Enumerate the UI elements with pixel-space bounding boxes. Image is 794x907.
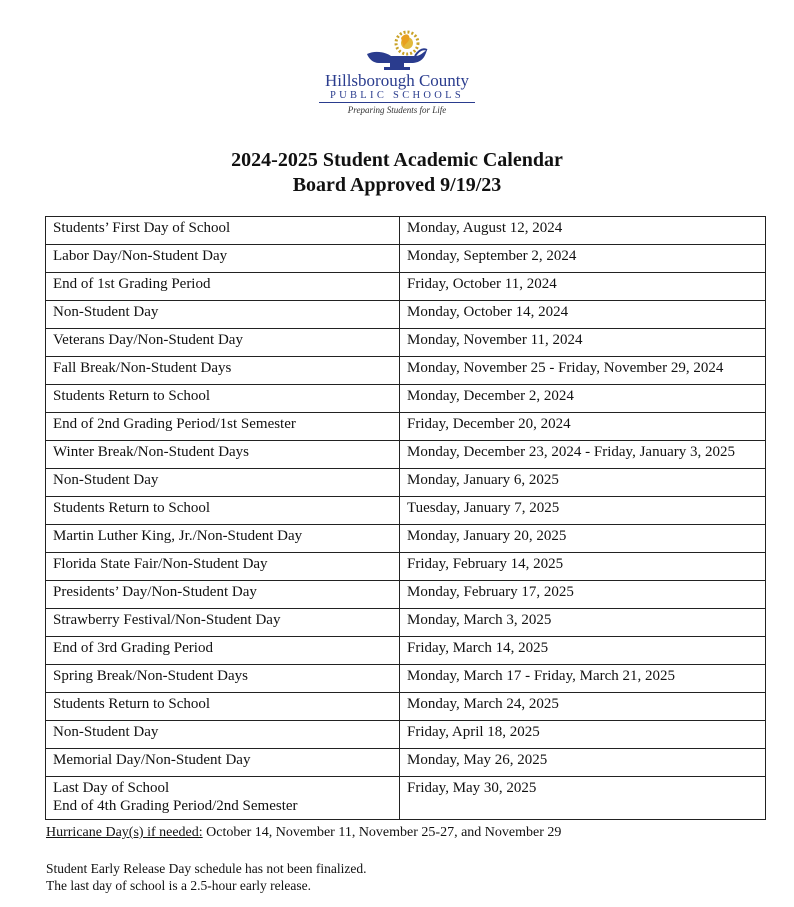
date-cell: Monday, October 14, 2024: [400, 301, 766, 329]
date-cell: Monday, May 26, 2025: [400, 749, 766, 777]
table-row: [46, 553, 766, 581]
table-row: [46, 637, 766, 665]
date-cell: Friday, May 30, 2025: [400, 777, 766, 820]
table-row: [46, 469, 766, 497]
event-cell: [46, 301, 400, 329]
event-cell: [46, 413, 400, 441]
district-subtitle: PUBLIC SCHOOLS: [329, 90, 464, 101]
event-cell: [46, 637, 400, 665]
event-cell: [46, 777, 400, 820]
event-label: Labor Day/Non-Student Day: [53, 248, 228, 264]
event-cell: [46, 357, 400, 385]
table-row: [46, 693, 766, 721]
district-logo: [0, 30, 794, 117]
event-cell: [46, 385, 400, 413]
table-row: [46, 581, 766, 609]
event-cell: [46, 469, 400, 497]
table-row: [46, 413, 766, 441]
event-label: Students Return to School: [53, 500, 211, 516]
event-label: End of 3rd Grading Period: [53, 640, 213, 656]
date-cell: Friday, February 14, 2025: [400, 553, 766, 581]
event-label: Students Return to School: [53, 388, 211, 404]
hurricane-label: Hurricane Day(s) if needed:: [46, 825, 203, 840]
date-cell: Monday, August 12, 2024: [400, 217, 766, 245]
event-label: Non-Student Day: [53, 304, 159, 320]
event-cell: [46, 581, 400, 609]
event-label: Presidents’ Day/Non-Student Day: [53, 584, 257, 600]
event-cell: [46, 245, 400, 273]
date-cell: Monday, January 6, 2025: [400, 469, 766, 497]
event-label: Last Day of School: [53, 780, 170, 796]
release-notes: [46, 860, 367, 894]
event-label: Non-Student Day: [53, 724, 159, 740]
event-cell: [46, 217, 400, 245]
table-row: [46, 609, 766, 637]
event-label: Spring Break/Non-Student Days: [53, 668, 248, 684]
event-cell: [46, 525, 400, 553]
event-label-secondary: End of 4th Grading Period/2nd Semester: [53, 798, 298, 814]
event-label: Strawberry Festival/Non-Student Day: [53, 612, 281, 628]
table-row: [46, 525, 766, 553]
hurricane-dates: October 14, November 11, November 25-27, and November 29: [202, 825, 562, 840]
event-cell: [46, 553, 400, 581]
table-row: [46, 217, 766, 245]
date-cell: Friday, April 18, 2025: [400, 721, 766, 749]
table-row: [46, 665, 766, 693]
table-row: [46, 749, 766, 777]
event-label: Memorial Day/Non-Student Day: [53, 752, 251, 768]
date-cell: Monday, March 24, 2025: [400, 693, 766, 721]
date-cell: Friday, December 20, 2024: [400, 413, 766, 441]
event-label: Florida State Fair/Non-Student Day: [53, 556, 268, 572]
hurricane-note: [46, 824, 561, 842]
date-cell: Monday, January 20, 2025: [400, 525, 766, 553]
lamp-of-learning-icon: [357, 30, 437, 72]
date-cell: Monday, February 17, 2025: [400, 581, 766, 609]
event-label: End of 1st Grading Period: [53, 276, 211, 292]
calendar-table: [45, 216, 766, 820]
event-cell: [46, 441, 400, 469]
date-cell: Monday, March 3, 2025: [400, 609, 766, 637]
event-label: Students’ First Day of School: [53, 220, 231, 236]
event-cell: [46, 665, 400, 693]
event-label: Non-Student Day: [53, 472, 159, 488]
event-label: Martin Luther King, Jr./Non-Student Day: [53, 528, 303, 544]
date-cell: Monday, November 11, 2024: [400, 329, 766, 357]
event-cell: [46, 693, 400, 721]
table-row: [46, 301, 766, 329]
event-cell: [46, 749, 400, 777]
release-note-1: Student Early Release Day schedule has not been finalized.: [46, 861, 367, 876]
table-row: [46, 721, 766, 749]
event-cell: [46, 609, 400, 637]
logo-divider: [319, 102, 475, 103]
event-cell: [46, 497, 400, 525]
table-row: [46, 441, 766, 469]
table-row: [46, 497, 766, 525]
event-cell: [46, 721, 400, 749]
document-title: [0, 148, 794, 198]
table-row: [46, 385, 766, 413]
table-row: [46, 329, 766, 357]
event-label: Veterans Day/Non-Student Day: [53, 332, 243, 348]
date-cell: Tuesday, January 7, 2025: [400, 497, 766, 525]
date-cell: Friday, March 14, 2025: [400, 637, 766, 665]
event-label: Fall Break/Non-Student Days: [53, 360, 232, 376]
table-row: [46, 273, 766, 301]
date-cell: Friday, October 11, 2024: [400, 273, 766, 301]
date-cell: Monday, November 25 - Friday, November 29, 2024: [400, 357, 766, 385]
date-cell: Monday, December 23, 2024 - Friday, January 3, 2025: [400, 441, 766, 469]
event-label: End of 2nd Grading Period/1st Semester: [53, 416, 296, 432]
event-cell: [46, 329, 400, 357]
date-cell: Monday, September 2, 2024: [400, 245, 766, 273]
district-name: Hillsborough County: [324, 71, 470, 90]
date-cell: Monday, December 2, 2024: [400, 385, 766, 413]
table-row: [46, 357, 766, 385]
table-row: [46, 777, 766, 820]
title-line-2: Board Approved 9/19/23: [292, 174, 502, 196]
district-tagline: Preparing Students for Life: [347, 105, 447, 115]
release-note-2: The last day of school is a 2.5-hour early release.: [46, 878, 312, 893]
title-line-1: 2024-2025 Student Academic Calendar: [231, 149, 563, 171]
event-label: Students Return to School: [53, 696, 211, 712]
date-cell: Monday, March 17 - Friday, March 21, 2025: [400, 665, 766, 693]
table-row: [46, 245, 766, 273]
event-cell: [46, 273, 400, 301]
event-label: Winter Break/Non-Student Days: [53, 444, 250, 460]
